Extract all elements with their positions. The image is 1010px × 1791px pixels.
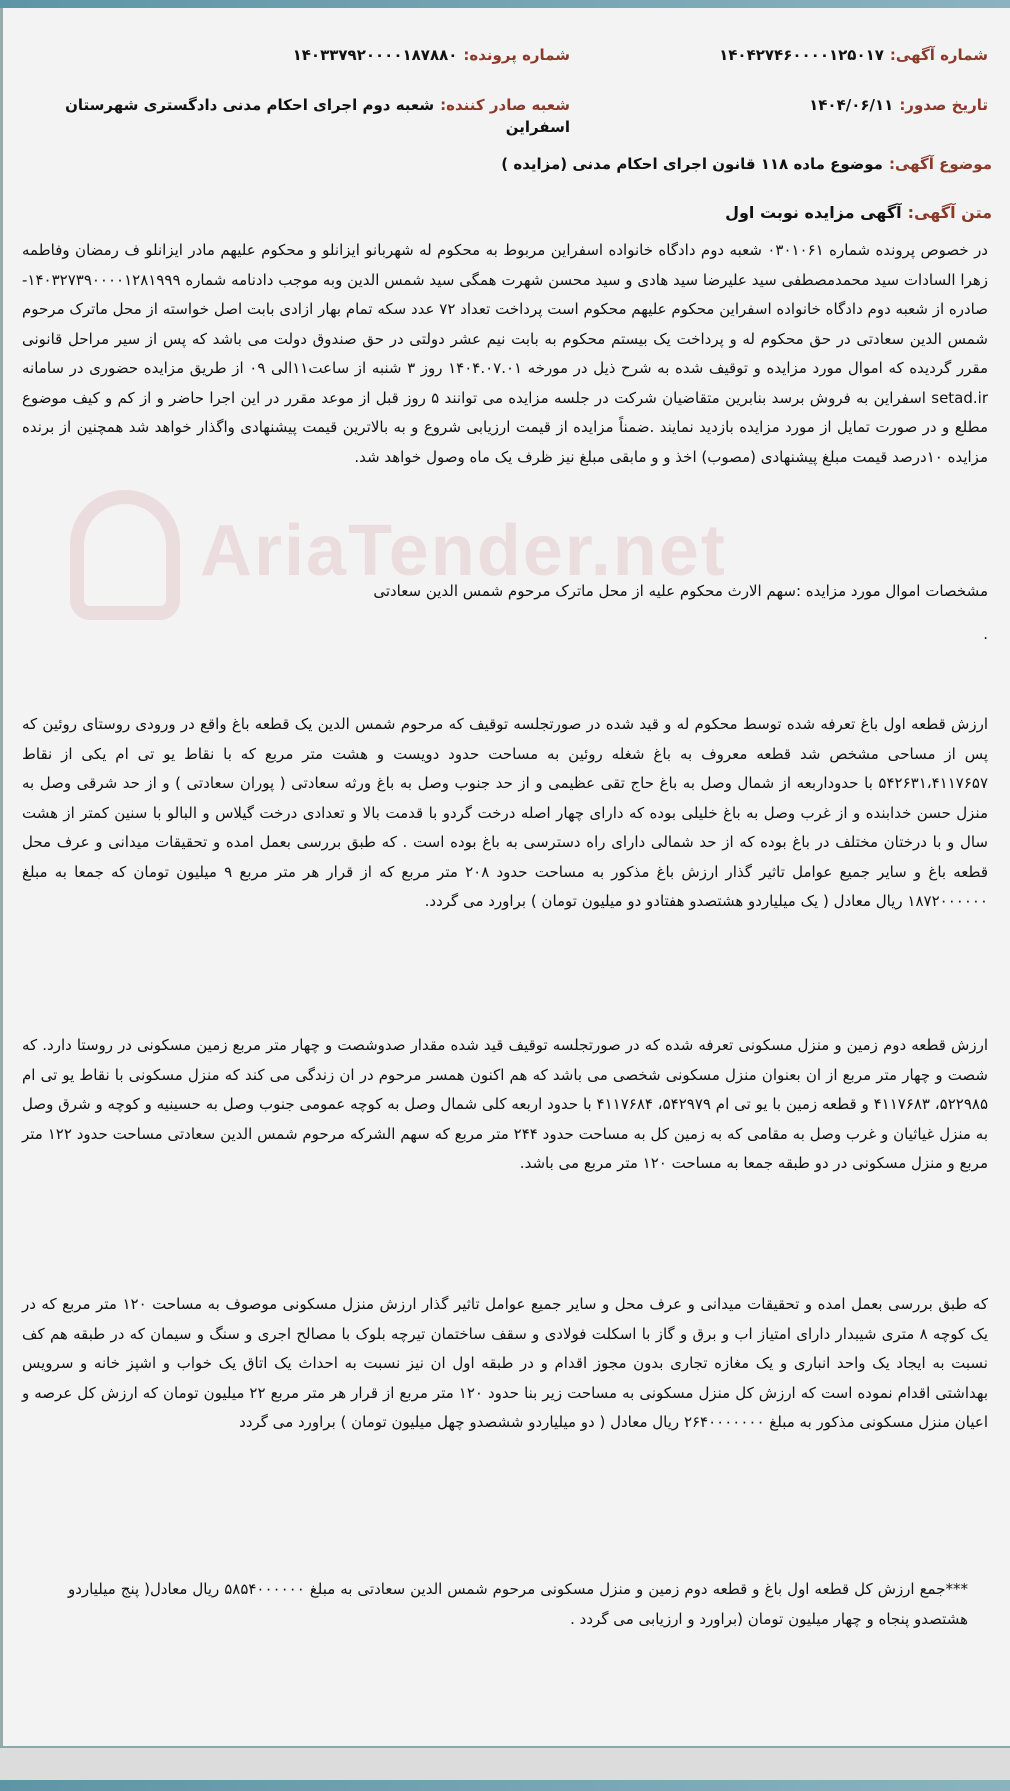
body-label: متن آگهی: [907,203,992,222]
paragraph-house-value: که طبق بررسی بعمل امده و تحقیقات میدانی و عرف محل و سایر جمیع عوامل تاثیر گذار ارزش منزل مسکونی موصوف به مساحت ۱۲۰ متر مربع که در یک کوچه ۸ متری شیبدار دارای امتیاز اب و برق و گاز با اسکلت فولادی و سقف ساختمان تیرچه بلوک با مصالح اجری و سنگ و سیمان که در طبقه هم کف نسبت به ایجاد یک واحد انباری و یک مغازه تجاری بدون مجوز اقدام و در طبقه اول ان نیز نسبت به احداث یک اتاق یک خواب و اشپز خانه و سرویس بهداشتی اقدام نموده است که ارزش کل منزل مسکونی به مساحت زیر بنا حدود ۱۲۰ متر مربع از قرار هر متر مربع ۲۲ میلیون تومان که ارزش کل عرصه و اعیان منزل مسکونی مذکور به مبلغ ۲۶۴۰۰۰۰۰۰۰ ریال معادل ( دو میلیاردو ششصدو چهل میلیون تومان ) براورد می گردد [22,1295,989,1431]
paragraph-assets: مشخصات اموال مورد مزایده :سهم الارث محکوم علیه از محل ماترک مرحوم شمس الدین سعادتی [373,582,988,600]
paragraph-house-description: ارزش قطعه دوم زمین و منزل مسکونی تعرفه شده که در صورتجلسه توقیف قید شده مقدار صدوشصت و چهار متر مربع زمین مسکونی در روستا دارد. که شصت و چهار متر مربع از ان بعنوان منزل مسکونی شخصی می باشد که هم اکنون همسر مرحوم در ان زندگی می کند که منزل مسکونی با نقاط یو تی ام ۵۲۲۹۸۵، ۴۱۱۷۶۸۳ و قطعه زمین با یو تی ام ۵۴۲۹۷۹، ۴۱۱۷۶۸۴ با حدود اربعه کلی شمال وصل به کوچه عمومی جنوب وصل به حسینیه و کوچه و شرق وصل به منزل غیاثیان و غرب وصل به مقامی که به زمین کل به مساحت حدود ۲۴۴ متر مربع که سهم الشرکه مرحوم شمس الدین سعادتی مساحت حدود ۱۲۲ متر مربع و منزل مسکونی در دو طبقه جمعا به مساحت ۱۲۰ متر مربع می باشد. [22,1036,989,1172]
issue-date-value: ۱۴۰۴/۰۶/۱۱ [809,96,894,114]
case-number [30,44,570,66]
paragraph-total: ***جمع ارزش کل قطعه اول باغ و قطعه دوم زمین و منزل مسکونی مرحوم شمس الدین سعادتی به مبلغ ۵۸۵۴۰۰۰۰۰۰ ریال معادل( پنج میلیاردو هشتصدو پنجاه و چهار میلیون تومان (براورد و ارزیابی می گردد . [68,1580,968,1628]
subject-value: موضوع ماده ۱۱۸ قانون اجرای احکام مدنی (مزایده ) [501,155,883,173]
ad-subject [32,153,992,175]
branch-label: شعبه صادر کننده: [440,96,570,114]
ad-body-title [32,202,992,224]
issue-date-label: تاریخ صدور: [899,96,988,114]
ad-number [588,44,988,66]
paragraph-intro: در خصوص پرونده شماره ۰۳۰۱۰۶۱ شعبه دوم دادگاه خانواده اسفراین مربوط به محکوم له شهربانو ایزانلو و محکوم علیهم مادر ایزانلو ف رمضان وفاطمه زهرا السادات سید محمدمصطفی سید علیرضا سید هادی و سید محسن شهرت همگی سید شمس الدین وبه موجب دادنامه شماره ۱۴۰۳۲۷۳۹۰۰۰۰۱۲۸۱۹۹۹- صادره از شعبه دوم دادگاه خانواده اسفراین محکوم علیهم محکوم است پرداخت تعداد ۷۲ عدد سکه تمام بهار ازادی بابت اصل خواسته از محل ماترک مرحوم شمس الدین سعادتی در حق محکوم له و پرداخت یک بیستم محکوم به بابت نیم عشر دولتی در حق صندوق دولت می باشد که پس از سیر مراحل قانونی مقرر گردیده که اموال مورد مزایده و توقیف شده به شرح ذیل در مورخه ۱۴۰۴.۰۷.۰۱ روز ۳ شنبه از ساعت۱۱الی ۰۹ از طریق مزایده حضوری در سامانه setad.ir اسفراین به فروش برسد بنابرین متقاضیان شرکت در جلسه مزایده می توانند ۵ روز قبل از موعد مقرر در این اجرا حاضر و از کم و کیف موضوع مطلع و در صورت تمایل از مورد مزایده بازدید نمایند .ضمناً مزایده از قیمت ارزیابی شروع و به بالاترین قیمت پیشنهادی واگذار خواهد شد همچنین از برنده مزایده ۱۰درصد قیمت مبلغ پیشنهادی (مصوب) اخذ و و مابقی مبلغ نیز ظرف یک ماه وصول خواهد شد. [22,241,989,466]
paragraph-garden-value: ارزش قطعه اول باغ تعرفه شده توسط محکوم له و قید شده در صورتجلسه توقیف که مرحوم شمس الدین یک قطعه باغ واقع در ورودی روستای روئین که پس از مساحی مشخص شد قطعه معروف به باغ شغله روئین به مساحت حدود دویست و هشت متر مربع که با نقاط یو تی ام یکی از نقاط ۵۴۲۶۳۱،۴۱۱۷۶۵۷ با حدوداربعه از شمال وصل به باغ حاج تقی عظیمی و از حد جنوب وصل به باغ ورثه سعادتی ( پوران سعادتی ) و از حد شرقی وصل به منزل حسن خدابنده و از غرب وصل به باغ خلیلی بوده که دارای چهار اصله درخت گردو با قدمت بالا و تعدادی درخت گیلاس و البالو با سنین کمتر از هشت سال و با درختان مختلف در باغ بوده که از حد شمالی دارای راه دسترسی به باغ بوده است . که طبق بررسی بعمل امده و تحقیقات میدانی و عرف محل قطعه باغ و سایر جمیع عوامل تاثیر گذار ارزش باغ مذکور به مساحت حدود ۲۰۸ متر مربع که از قرار هر متر مربع ۹ میلیون تومان که جمعا به مبلغ ۱۸۷۲۰۰۰۰۰۰ ریال معادل ( یک میلیاردو هشتصدو هفتادو دو میلیون تومان ) براورد می گردد. [22,715,988,910]
subject-label: موضوع آگهی: [888,155,992,173]
branch-value: شعبه دوم اجرای احکام مدنی دادگستری شهرستان اسفراین [65,96,570,136]
paragraph-dot: . [983,625,988,643]
watermark: AriaTender.net [200,511,727,591]
case-number-value: ۱۴۰۳۳۷۹۲۰۰۰۰۱۸۷۸۸۰ [292,46,458,64]
case-number-label: شماره پرونده: [463,46,570,64]
left-border [0,8,3,1746]
ad-number-label: شماره آگهی: [889,46,988,64]
window-top-bar [0,0,1010,8]
horizontal-scrollbar[interactable] [0,1746,1010,1780]
body-title-value: آگهی مزایده نوبت اول [725,203,902,222]
issuing-branch [30,94,570,138]
ad-number-value: ۱۴۰۴۲۷۴۶۰۰۰۰۱۲۵۰۱۷ [719,46,884,64]
issue-date [588,94,988,116]
window-bottom-bar [0,1780,1010,1791]
